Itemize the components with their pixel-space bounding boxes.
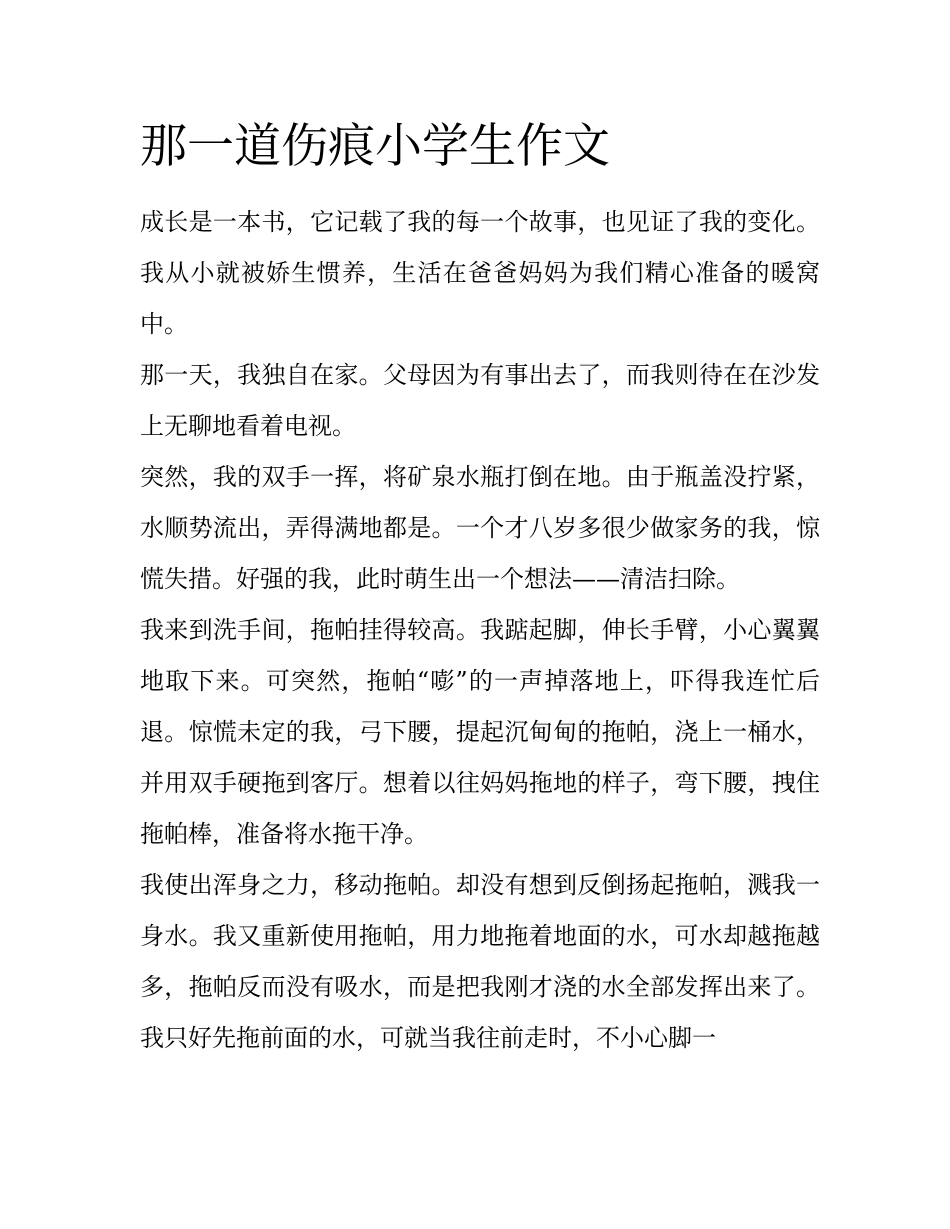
paragraph-5: 我使出浑身之力，移动拖帕。却没有想到反倒扬起拖帕，溅我一身水。我又重新使用拖帕，用力地拖着地面的水，可水却越拖越多，拖帕反而没有吸水，而是把我刚才浇的水全部发挥出来了。我只好先拖前面的水，可就当我往前走时，不小心脚一 (140, 871, 820, 1052)
paragraph-1: 成长是一本书，它记载了我的每一个故事，也见证了我的变化。 我从小就被娇生惯养，生活在爸爸妈妈为我们精心准备的暖窝中。 (140, 208, 820, 338)
essay-title: 那一道伤痕小学生作文 (140, 119, 610, 174)
paragraph-4: 我来到洗手间，拖帕挂得较高。我踮起脚，伸长手臂，小心翼翼地取下来。可突然，拖帕“嘭”的一声掉落地上，吓得我连忙后退。惊慌未定的我，弓下腰，提起沉甸甸的拖帕，浇上一桶水，并用双手硬拖到客厅。想着以往妈妈拖地的样子，弯下腰，拽住拖帕棒，准备将水拖干净。 (140, 616, 820, 848)
paragraph-2: 那一天，我独自在家。父母因为有事出去了，而我则待在在沙发上无聊地看着电视。 (140, 361, 820, 440)
paragraph-3: 突然，我的双手一挥，将矿泉水瓶打倒在地。由于瓶盖没拧紧，水顺势流出，弄得满地都是。一个才八岁多很少做家务的我，惊慌失措。好强的我，此时萌生出一个想法——清洁扫除。 (140, 463, 820, 593)
essay-body (140, 197, 820, 1064)
